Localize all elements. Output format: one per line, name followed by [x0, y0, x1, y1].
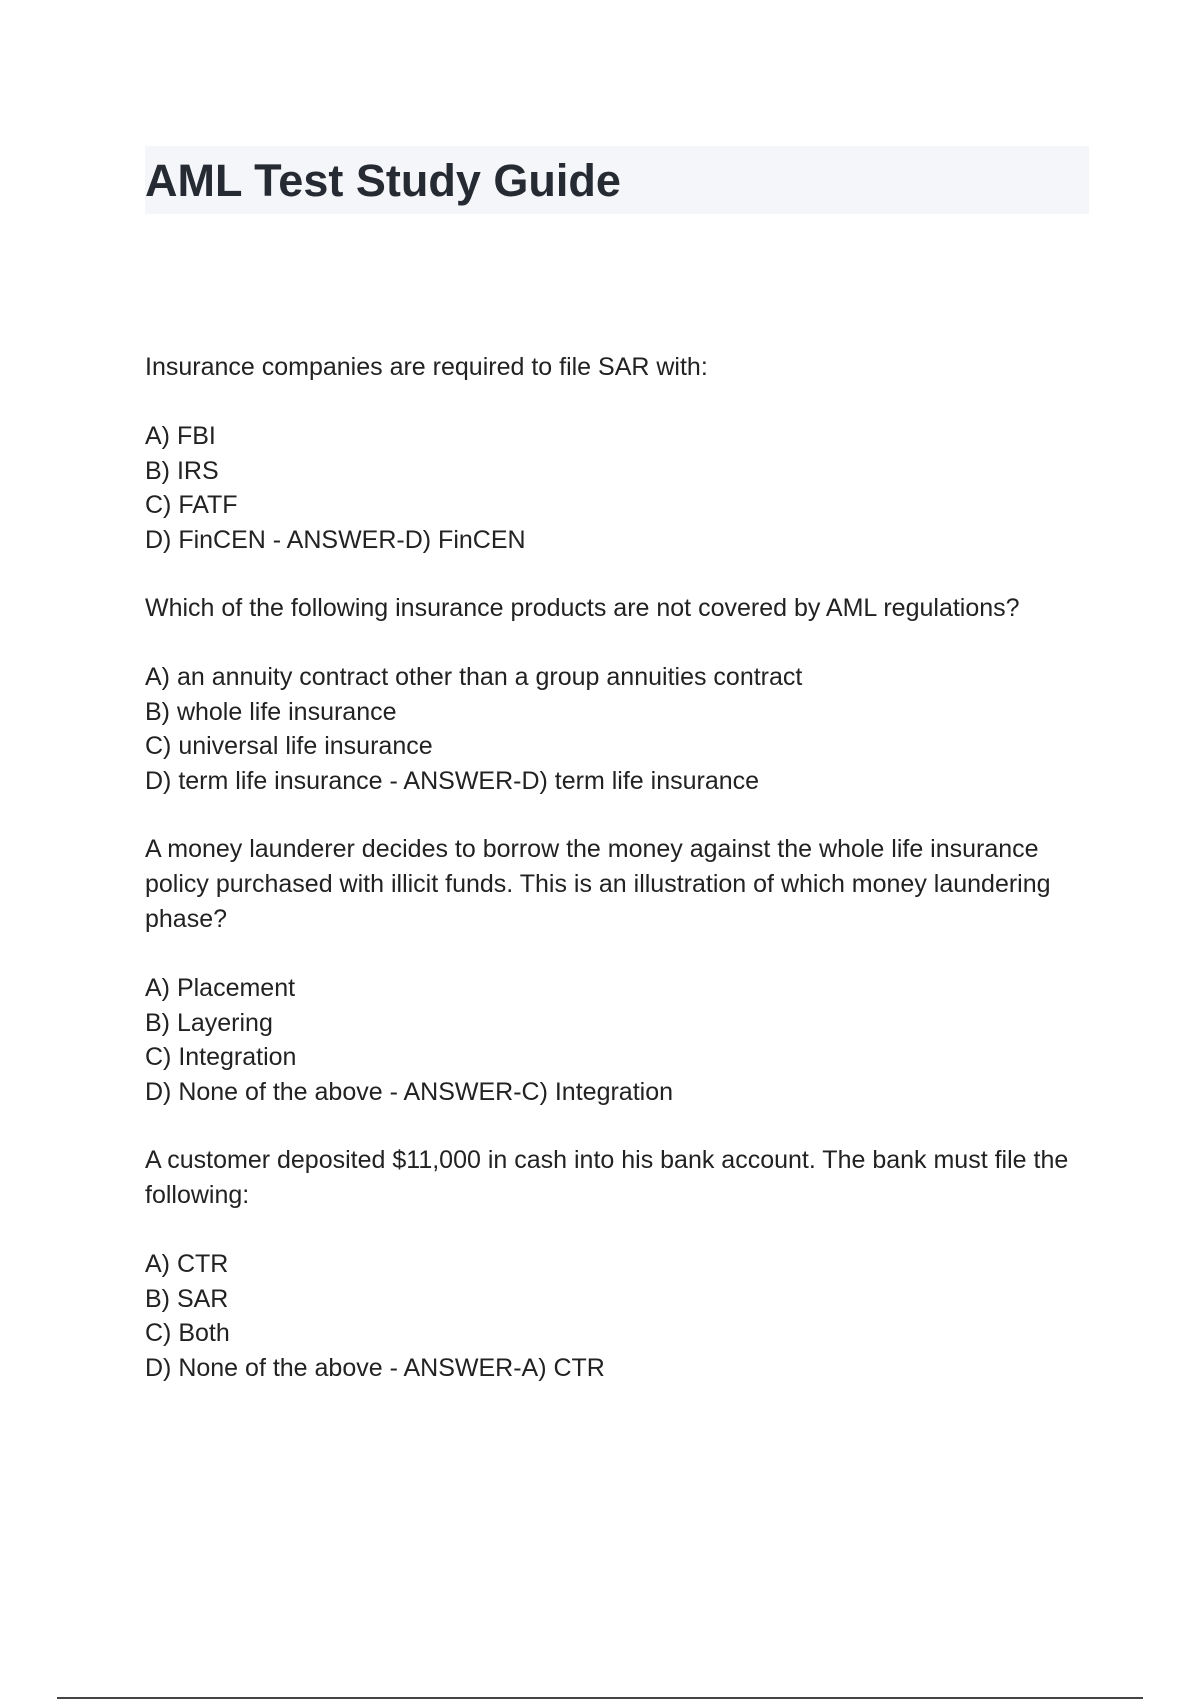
option-b: B) Layering: [145, 1008, 273, 1037]
answer-options: [145, 1247, 1095, 1385]
option-b: B) SAR: [145, 1284, 229, 1313]
question-2: [145, 591, 1095, 798]
question-stem: A customer deposited $11,000 in cash into his bank account. The bank must file the following:: [145, 1146, 1069, 1209]
question-stem: Insurance companies are required to file SAR with:: [145, 353, 708, 381]
question-1: [145, 350, 1095, 557]
option-d-with-answer: D) None of the above - ANSWER-C) Integration: [145, 1077, 674, 1106]
option-c: C) FATF: [145, 491, 238, 519]
question-stem: Which of the following insurance products are not covered by AML regulations?: [145, 594, 1020, 622]
option-d-with-answer: D) None of the above - ANSWER-A) CTR: [145, 1353, 605, 1382]
option-c: C) universal life insurance: [145, 732, 433, 760]
option-a: A) Placement: [145, 974, 296, 1002]
question-3: [145, 832, 1095, 1109]
option-b: B) whole life insurance: [145, 697, 397, 726]
question-4: [145, 1143, 1095, 1385]
page-title: AML Test Study Guide: [145, 154, 621, 206]
question-stem: A money launderer decides to borrow the money against the whole life insurance policy purchased with illicit funds. This is an illustration of which money laundering phase?: [145, 835, 1051, 933]
title-banner: [145, 146, 1089, 214]
option-c: C) Both: [145, 1319, 230, 1347]
option-d-with-answer: D) term life insurance - ANSWER-D) term life insurance: [145, 766, 760, 795]
option-d-with-answer: D) FinCEN - ANSWER-D) FinCEN: [145, 525, 526, 554]
answer-options: [145, 660, 1095, 798]
option-b: B) IRS: [145, 456, 219, 485]
option-a: A) an annuity contract other than a group annuities contract: [145, 663, 803, 691]
option-a: A) CTR: [145, 1250, 229, 1278]
answer-options: [145, 419, 1095, 557]
option-c: C) Integration: [145, 1043, 297, 1071]
footer-divider: [57, 1697, 1143, 1699]
question-list: [145, 350, 1095, 1419]
answer-options: [145, 971, 1095, 1109]
option-a: A) FBI: [145, 422, 216, 450]
